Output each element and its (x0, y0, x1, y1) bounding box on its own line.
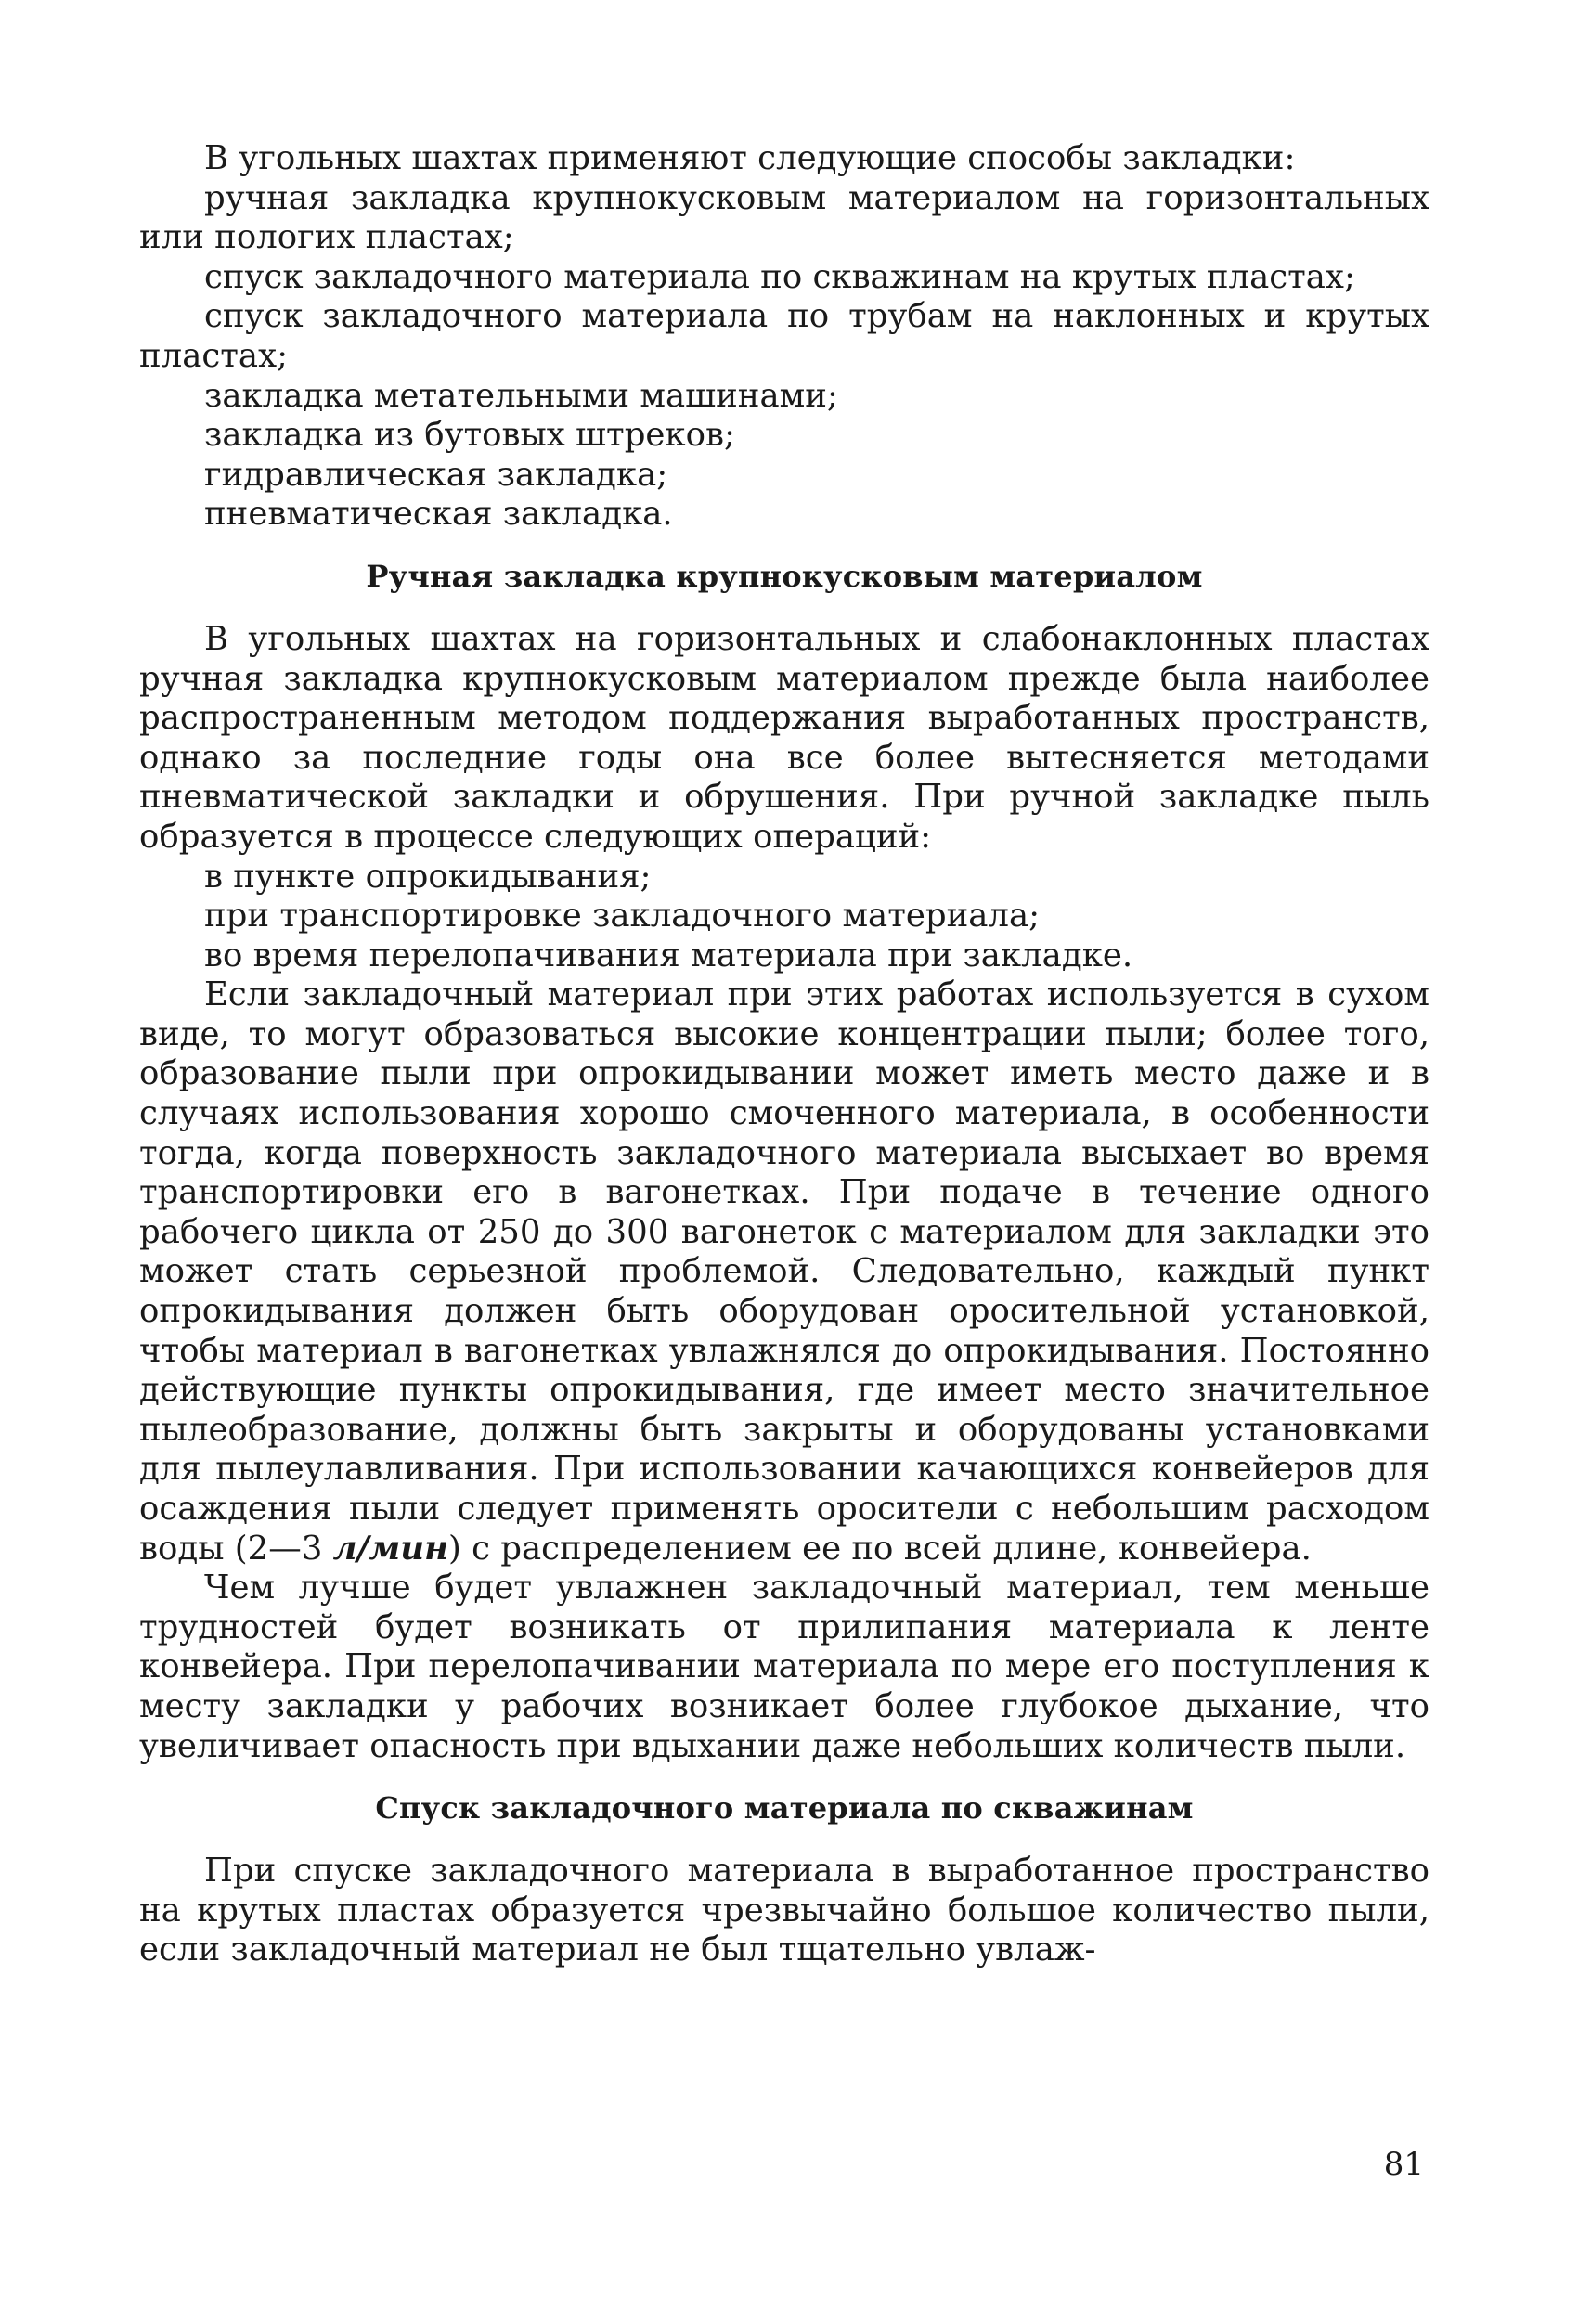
page-body (139, 139, 1429, 1970)
section1-paragraph-2 (139, 975, 1429, 1569)
section1-paragraph-2-text: Если закладочный материал при этих работах используется в сухом виде, то могут образоваться высокие концентрации пыли; более того, образование пыли при опрокидывании может иметь место даже и в случаях использования хорошо смоченного материала, в особенности тогда, когда поверхность закладочного материала высыхает во время транспортировки его в вагонетках. При подаче в течение одного рабочего цикла от 250 до 300 вагонеток с материалом для закладки это может стать серьезной проблемой. Следовательно, каждый пункт опрокидывания должен быть оборудован оросительной установкой, чтобы материал в вагонетках увлажнялся до опрокидывания. Постоянно действующие пункты опрокидывания, где имеет место значительное пылеобразование, должны быть закрыты и оборудованы установками для пылеулавливания. При использовании качающихся конвейеров для осаждения пыли следует применять оросители с небольшим расходом воды (2—3 (139, 975, 1429, 1568)
method-item-3: спуск закладочного материала по трубам на наклонных и крутых пластах; (139, 297, 1429, 375)
intro-paragraph: В угольных шахтах применяют следующие способы закладки: (204, 139, 1296, 177)
flow-unit: л/мин (332, 1529, 448, 1568)
operation-item-3: во время перелопачивания материала при закладке. (204, 936, 1133, 975)
section1-paragraph-2-end: ) с распределением ее по всей длине, конвейера. (447, 1529, 1312, 1568)
section1-paragraph-3: Чем лучше будет увлажнен закладочный материал, тем меньше трудностей будет возникать от прилипания материала к ленте конвейера. При перелопачивании материала по мере его поступления к месту закладки у рабочих возникает более глубокое дыхание, что увеличивает опасность при вдыхании даже небольших количеств пыли. (139, 1569, 1429, 1765)
method-item-4: закладка метательными машинами; (204, 376, 838, 415)
section1-paragraph-1: В угольных шахтах на горизонтальных и слабонаклонных пластах ручная закладка крупнокусковым материалом прежде была наиболее распространенным методом поддержания выработанных пространств, однако за последние годы она все более вытесняется методами пневматической закладки и обрушения. При ручной закладке пыль образуется в процессе следующих операций: (139, 619, 1429, 856)
operation-item-1: в пункте опрокидывания; (204, 857, 652, 896)
section2-paragraph-1: При спуске закладочного материала в выработанное пространство на крутых пластах образуется чрезвычайно большое количество пыли, если закладочный материал не был тщательно увлаж- (139, 1852, 1429, 1969)
method-item-2: спуск закладочного материала по скважинам на крутых пластах; (204, 257, 1355, 296)
page-number: 81 (1383, 2146, 1424, 2183)
method-item-1: ручная закладка крупнокусковым материалом на горизонтальных или пологих пластах; (139, 178, 1429, 257)
method-item-6: гидравлическая закладка; (204, 455, 668, 494)
section-heading-boreholes: Спуск закладочного материала по скважинам (375, 1790, 1194, 1827)
method-item-7: пневматическая закладка. (204, 495, 673, 534)
method-item-5: закладка из бутовых штреков; (204, 416, 735, 455)
section-heading-manual: Ручная закладка крупнокусковым материалом (366, 558, 1203, 594)
operation-item-2: при транспортировке закладочного материала; (204, 897, 1041, 936)
